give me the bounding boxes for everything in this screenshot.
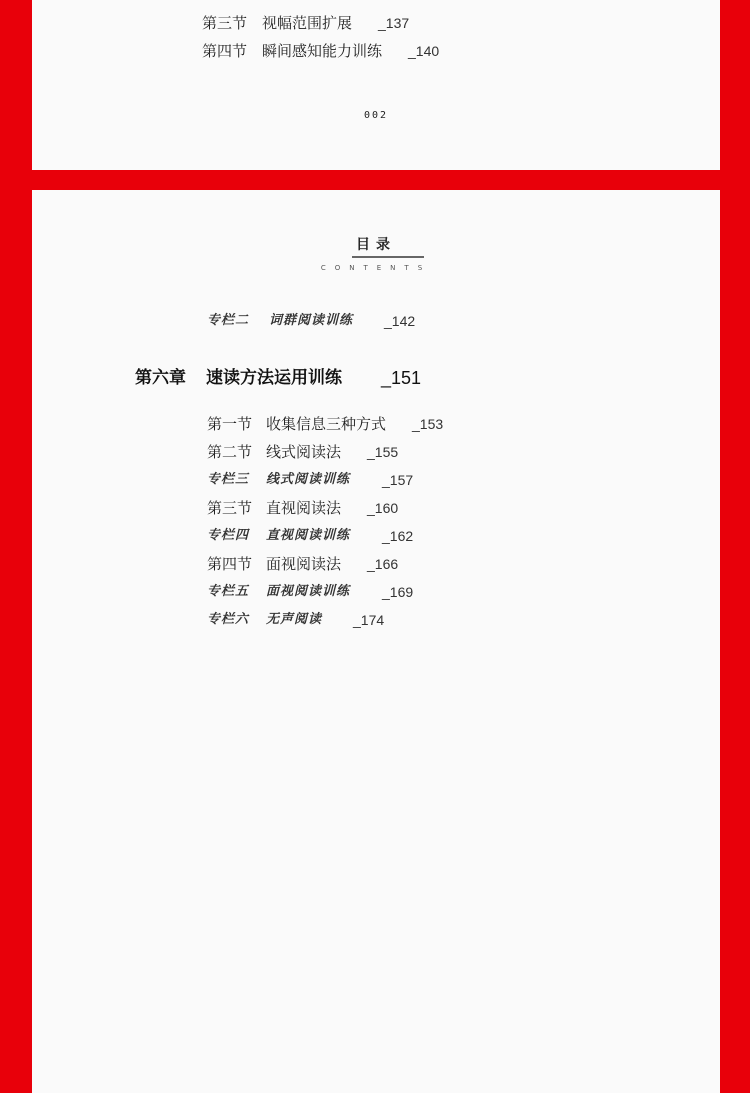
- chapter-title: 速读方法运用训练: [206, 368, 342, 388]
- page-ref: _151: [381, 368, 422, 388]
- column-title: 面视阅读训练: [266, 584, 351, 599]
- section-title: 面视阅读法: [266, 555, 342, 573]
- chapter-label: 第六章: [135, 368, 186, 388]
- page-ref: _166: [367, 556, 399, 572]
- section-title: 线式阅读法: [266, 443, 342, 461]
- section-title: 收集信息三种方式: [266, 415, 387, 433]
- page-ref: _174: [353, 612, 385, 628]
- section-title: 瞬间感知能力训练: [262, 42, 383, 60]
- column-label: 专栏六: [207, 612, 250, 627]
- page-ref: _169: [382, 584, 414, 600]
- page-ref: _142: [384, 313, 416, 329]
- section-label: 第一节: [207, 415, 253, 433]
- section-label: 第四节: [202, 42, 248, 60]
- column-title: 无声阅读: [266, 612, 323, 627]
- column-label: 专栏五: [207, 584, 250, 599]
- page-ref: _155: [367, 444, 399, 460]
- section-label: 第四节: [207, 555, 253, 573]
- section-label: 第二节: [207, 443, 253, 461]
- column-label: 专栏二: [207, 313, 250, 328]
- contents-subtitle: CONTENTS: [320, 264, 432, 272]
- page-ref: _160: [367, 500, 399, 516]
- section-title: 直视阅读法: [266, 499, 342, 517]
- section-label: 第三节: [202, 14, 248, 32]
- column-label: 专栏四: [207, 528, 250, 543]
- column-label: 专栏三: [207, 472, 250, 487]
- title-underline: [352, 256, 424, 258]
- section-label: 第三节: [207, 499, 253, 517]
- column-title: 词群阅读训练: [269, 313, 354, 328]
- page-ref: _140: [408, 43, 440, 59]
- page-ref: _153: [412, 416, 444, 432]
- upper-page: [32, 0, 720, 170]
- contents-page: [32, 190, 720, 1093]
- page-number: 002: [363, 110, 389, 121]
- contents-title: 目录: [356, 237, 396, 253]
- page-ref: _162: [382, 528, 414, 544]
- page-ref: _157: [382, 472, 414, 488]
- column-title: 线式阅读训练: [266, 472, 351, 487]
- column-title: 直视阅读训练: [266, 528, 351, 543]
- section-title: 视幅范围扩展: [262, 14, 353, 32]
- page-ref: _137: [378, 15, 410, 31]
